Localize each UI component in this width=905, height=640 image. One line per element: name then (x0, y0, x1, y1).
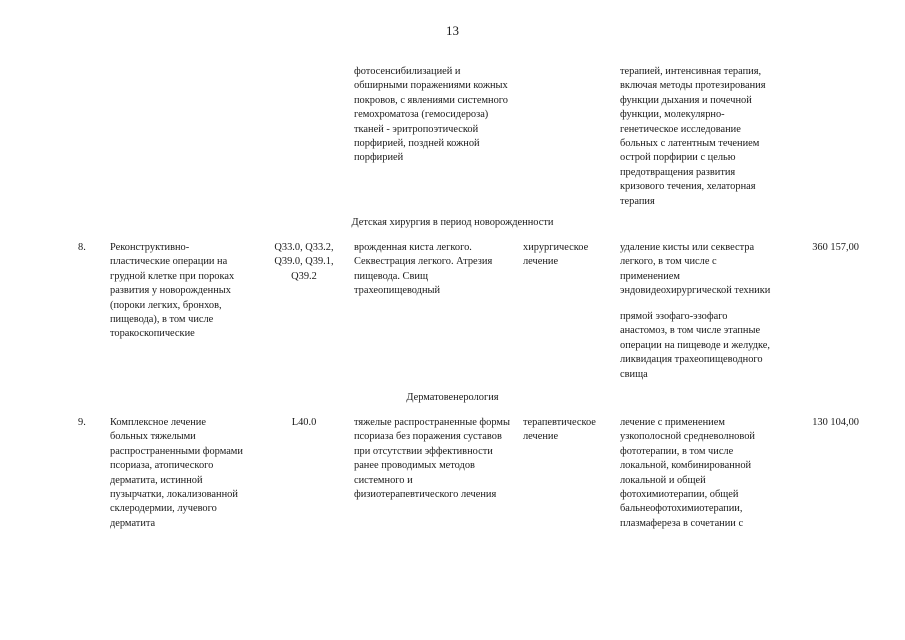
row-method: лечение с применением узкополосной средневолновой фототерапии, в том числе локальной, комбинированной локальной и общей фотохимиотерапии, общей бальнеофотохимиотерапии, плазмафереза в сочетании с (620, 417, 755, 529)
row-cost: 360 157,00 (812, 242, 859, 253)
row-treatment-type: терапевтическое лечение (523, 417, 596, 443)
row-number: 9. (78, 417, 86, 428)
row-number: 8. (78, 242, 86, 253)
continued-diagnosis-cell: фотосенсибилизацией и обширными поражениями кожных покровов, с явлениями системного гемохроматоза (гемосидероза) тканей - эритропоэтической порфирией, поздней кожной порфирией (354, 66, 508, 164)
row-codes: L40.0 (291, 417, 317, 428)
continued-method-cell: терапией, интенсивная терапия, включая методы протезирования функции дыхания и почечной функции, молекулярно- генетическое исследование больных с латентным течением острой порфирии с целью предотвращения развития кризового течения, хелаторная терапия (620, 66, 766, 207)
row-method-2: прямой эзофаго-эзофаго анастомоз, в том числе этапные операции на пищеводе и желудке, ликвидация трахеопищеводного свища (620, 311, 771, 380)
section-title-pediatric-surgery: Детская хирургия в период новорожденности (351, 217, 554, 228)
row-codes: Q33.0, Q33.2, Q39.0, Q39.1, Q39.2 (274, 242, 334, 282)
row-diagnosis: врожденная киста легкого. Секвестрация легкого. Атрезия пищевода. Свищ трахеопищеводный (354, 242, 493, 297)
row-name: Комплексное лечение больных тяжелыми распространенными формами псориаза, атопического дерматита, истинной пузырчатки, локализованной склеродермии, лучевого дерматита (110, 417, 243, 529)
row-treatment-type: хирургическое лечение (523, 242, 589, 268)
row-diagnosis: тяжелые распространенные формы псориаза без поражения суставов при отсутствии эффективности ранее проводимых методов системного и физиотерапевтического лечения (354, 417, 510, 501)
row-name: Реконструктивно- пластические операции на грудной клетке при пороках развития у новорожденных (пороки легких, бронхов, пищевода), в том числе торакоскопические (110, 242, 235, 340)
section-title-dermatovenereology: Дерматовенерология (406, 392, 499, 403)
row-method: удаление кисты или секвестра легкого, в том числе с применением эндовидеохирургической техники (620, 242, 771, 297)
row-cost: 130 104,00 (812, 417, 859, 428)
page-number: 13 (446, 23, 459, 38)
